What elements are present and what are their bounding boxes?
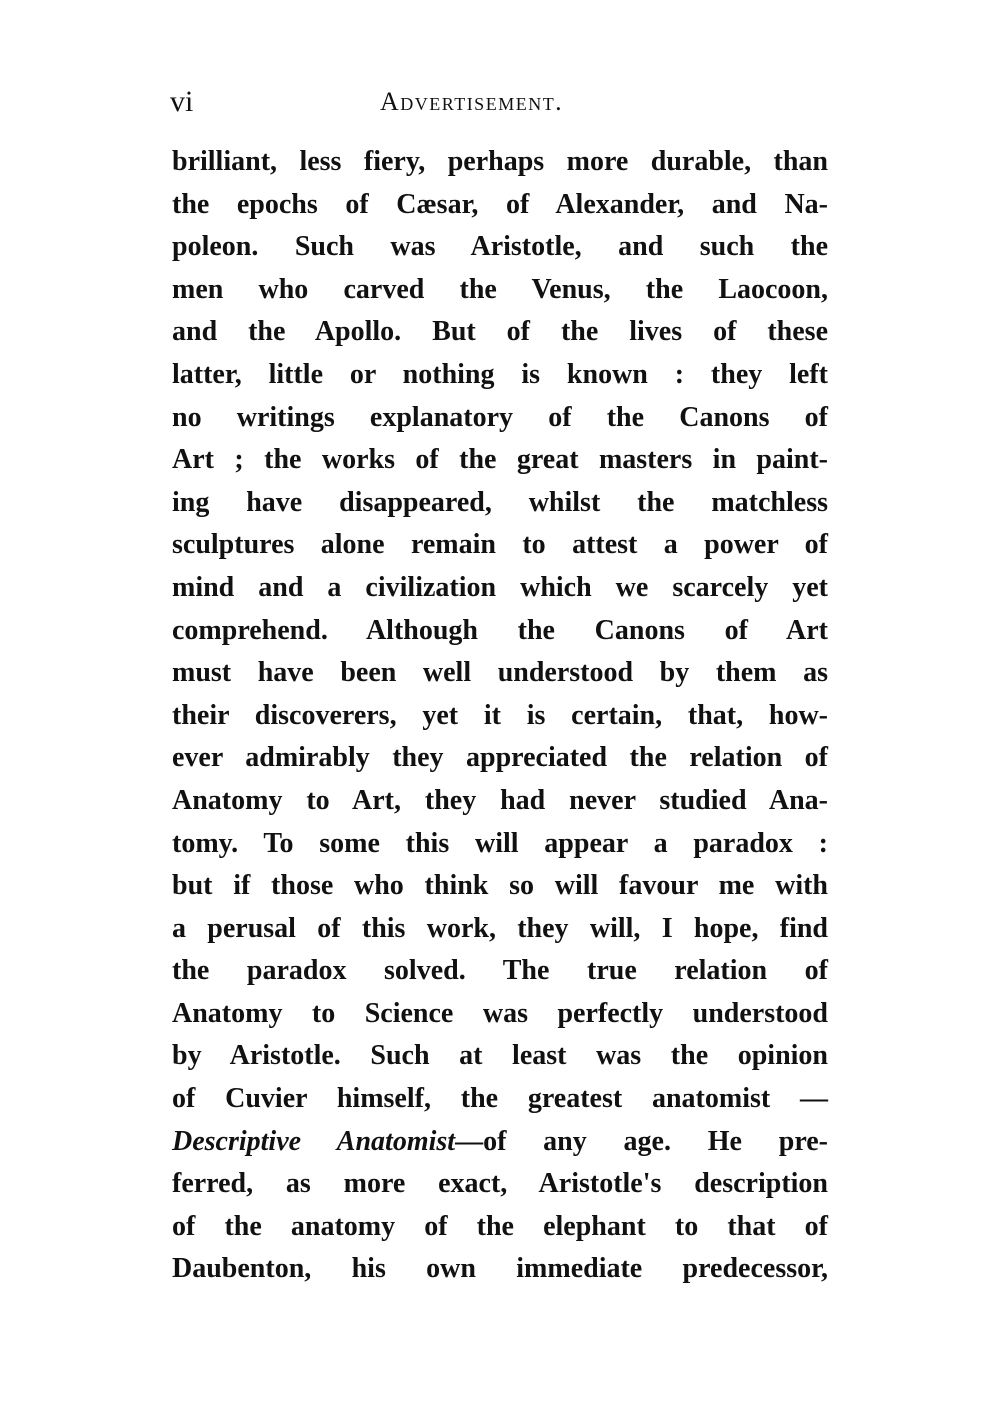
- text-line: Anatomy to Art, they had never studied Ana-: [172, 784, 828, 816]
- text-line: latter, little or nothing is known : they left: [172, 358, 828, 390]
- text-line-mixed: [172, 1121, 828, 1164]
- text-line: their discoverers, yet it is certain, that, how-: [172, 699, 828, 731]
- text-line: sculptures alone remain to attest a power of: [172, 529, 828, 561]
- text-line: tomy. To some this will appear a paradox :: [172, 827, 828, 859]
- text-line: of the anatomy of the elephant to that of: [172, 1210, 828, 1242]
- text-line: Art ; the works of the great masters in paint-: [172, 444, 828, 476]
- text-line: Daubenton, his own immediate predecessor,: [172, 1253, 828, 1285]
- text-line: poleon. Such was Aristotle, and such the: [172, 231, 828, 263]
- text-line: by Aristotle. Such at least was the opinion: [172, 1040, 828, 1072]
- text-line: no writings explanatory of the Canons of: [172, 401, 828, 433]
- text-line: must have been well understood by them as: [172, 657, 828, 689]
- text-line: of Cuvier himself, the greatest anatomist —: [172, 1083, 828, 1115]
- text-line: ever admirably they appreciated the relation of: [172, 742, 828, 774]
- text-line: Anatomy to Science was perfectly understood: [172, 997, 828, 1029]
- text-line: the paradox solved. The true relation of: [172, 955, 828, 987]
- italic-term: Descriptive Anatomist: [172, 1125, 456, 1157]
- text-line: a perusal of this work, they will, I hope, find: [172, 912, 828, 944]
- text-line: ing have disappeared, whilst the matchless: [172, 486, 828, 518]
- text-line: and the Apollo. But of the lives of these: [172, 316, 828, 348]
- text-line: men who carved the Venus, the Laocoon,: [172, 273, 828, 305]
- text-line: comprehend. Although the Canons of Art: [172, 614, 828, 646]
- body-text: [172, 141, 828, 1291]
- running-title: Advertisement.: [380, 87, 564, 116]
- page-number: vi: [170, 85, 194, 118]
- text-line: ferred, as more exact, Aristotle's description: [172, 1168, 828, 1200]
- text-segment: —of any age. He pre-: [455, 1125, 828, 1157]
- text-line: the epochs of Cæsar, of Alexander, and Na-: [172, 188, 828, 220]
- text-line: brilliant, less fiery, perhaps more durable, than: [172, 146, 828, 177]
- text-line: but if those who think so will favour me with: [172, 870, 828, 902]
- text-line: mind and a civilization which we scarcely yet: [172, 571, 828, 603]
- running-head: [170, 80, 830, 124]
